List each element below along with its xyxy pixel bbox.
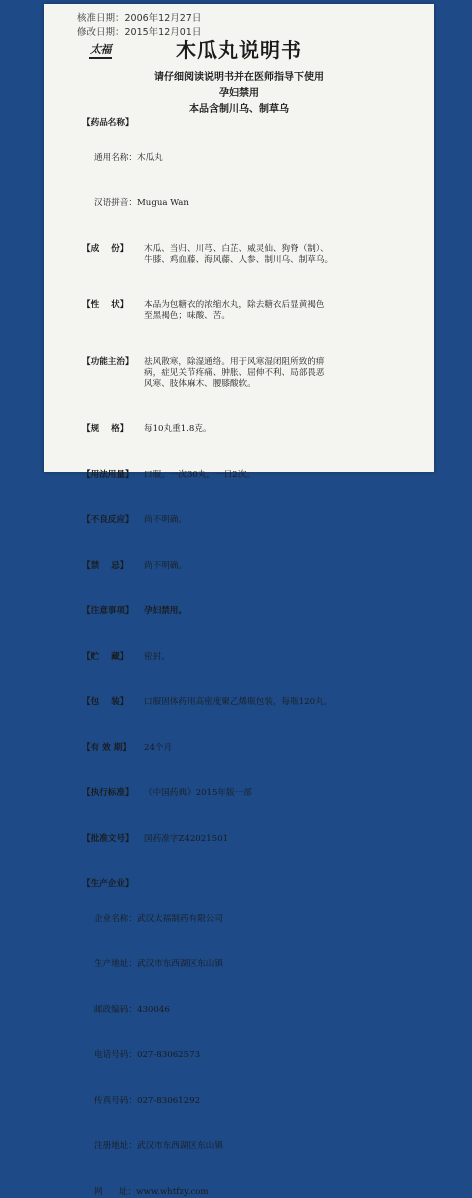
reg-address-row — [94, 1141, 430, 1152]
postcode-value: 430046 — [136, 1004, 170, 1015]
appearance-label: 【性 状】 — [82, 300, 129, 310]
common-name-label: 通用名称： — [94, 152, 137, 163]
common-name-row — [94, 153, 430, 164]
spec-label: 【规 格】 — [82, 424, 129, 434]
storage-label: 【贮 藏】 — [82, 651, 129, 662]
revision-date: 修改日期：2015年12月01日 — [77, 27, 202, 38]
phone-label: 电话号码： — [94, 1050, 137, 1060]
phone-value: 027-83062573 — [136, 1050, 201, 1060]
ingredients-value: 木瓜、当归、川芎、白芷、威灵仙、狗脊（制）、 牛膝、鸡血藤、海风藤、人参、制川乌、制草乌。 — [144, 243, 334, 265]
cautions-value: 孕妇禁用。 — [144, 606, 187, 616]
phone-row — [94, 1050, 430, 1061]
cautions-row — [82, 606, 418, 617]
common-name-value: 木瓜丸 — [136, 152, 163, 163]
standard-value: 《中国药典》2015年版一部 — [144, 788, 252, 798]
appearance-row — [82, 300, 418, 322]
package-row — [82, 697, 418, 708]
address-row — [94, 959, 430, 970]
indications-value: 祛风散寒，除湿通络。用于风寒湿闭阻所致的痹 病，症见关节疼痛、肿胀、屈伸不利、局部畏恶 风寒、肢体麻木、腰膝酸软。 — [144, 356, 325, 389]
approval-row — [82, 834, 418, 845]
approval-label: 【批准文号】 — [82, 833, 134, 844]
standard-label: 【执行标准】 — [82, 788, 134, 798]
postcode-row — [94, 1005, 430, 1016]
spec-row — [82, 424, 418, 435]
pinyin-value: Mugua Wan — [136, 198, 189, 208]
website-row — [94, 1187, 430, 1198]
company-value: 武汉太福制药有限公司 — [136, 913, 223, 924]
ingredient-warning: 本品含制川乌、制草乌 — [189, 104, 289, 115]
cautions-label: 【注意事项】 — [82, 606, 134, 616]
document-title: 木瓜丸说明书 — [176, 38, 302, 62]
website-label: 网 址： — [94, 1186, 137, 1197]
usage-label: 【用法用量】 — [82, 469, 134, 480]
fax-value: 027-83061292 — [136, 1095, 201, 1106]
validity-row — [82, 743, 418, 754]
usage-row — [82, 470, 418, 481]
package-label: 【包 装】 — [82, 697, 129, 707]
usage-notice: 请仔细阅读说明书并在医师指导下使用 — [154, 72, 324, 83]
company-row — [94, 914, 430, 925]
fax-row — [94, 1096, 430, 1107]
approval-value: 国药准字Z42021501 — [144, 833, 229, 844]
contra-row — [82, 561, 418, 572]
company-label: 企业名称： — [94, 913, 137, 924]
maker-header-row — [82, 879, 418, 890]
ingredients-label: 【成 份】 — [82, 243, 129, 254]
brand-logo: 太福 — [89, 41, 112, 59]
adverse-value: 尚不明确。 — [144, 515, 187, 525]
appearance-value: 本品为包糖衣的浓缩水丸，除去糖衣后显黄褐色 至黑褐色；味酸、苦。 — [144, 300, 325, 321]
validity-value: 24个月 — [144, 742, 173, 753]
reg-address-label: 注册地址： — [94, 1141, 137, 1151]
pinyin-label: 汉语拼音： — [94, 198, 137, 208]
approval-date: 核准日期：2006年12月27日 — [77, 13, 202, 24]
contra-label: 【禁 忌】 — [82, 560, 129, 571]
usage-value: 口服。一次30丸，一日2次。 — [144, 469, 255, 480]
storage-row — [82, 652, 418, 663]
pinyin-row — [94, 198, 430, 209]
drug-name-header: 【药品名称】 — [82, 118, 134, 128]
contra-value: 尚不明确。 — [144, 560, 187, 571]
indications-row — [82, 357, 418, 390]
adverse-row — [82, 515, 418, 526]
postcode-label: 邮政编码： — [94, 1004, 137, 1015]
ingredients-row — [82, 244, 418, 266]
storage-value: 密封。 — [144, 651, 170, 662]
spec-value: 每10丸重1.8克。 — [144, 424, 212, 434]
pregnancy-warning: 孕妇禁用 — [219, 88, 259, 99]
standard-row — [82, 788, 418, 799]
validity-label: 【有 效 期】 — [82, 742, 131, 753]
address-label: 生产地址： — [94, 959, 137, 969]
fax-label: 传真号码： — [94, 1095, 137, 1106]
adverse-label: 【不良反应】 — [82, 515, 134, 525]
drug-name-header-row — [82, 118, 418, 129]
maker-header: 【生产企业】 — [82, 879, 134, 889]
reg-address-value: 武汉市东西湖区东山镇 — [136, 1141, 223, 1151]
package-value: 口服固体药用高密度聚乙烯瓶包装，每瓶120丸。 — [144, 697, 333, 707]
address-value: 武汉市东西湖区东山镇 — [136, 959, 223, 969]
website-value: www.whtfzy.com — [136, 1186, 209, 1197]
instruction-leaflet — [44, 4, 434, 1197]
indications-label: 【功能主治】 — [82, 356, 134, 367]
